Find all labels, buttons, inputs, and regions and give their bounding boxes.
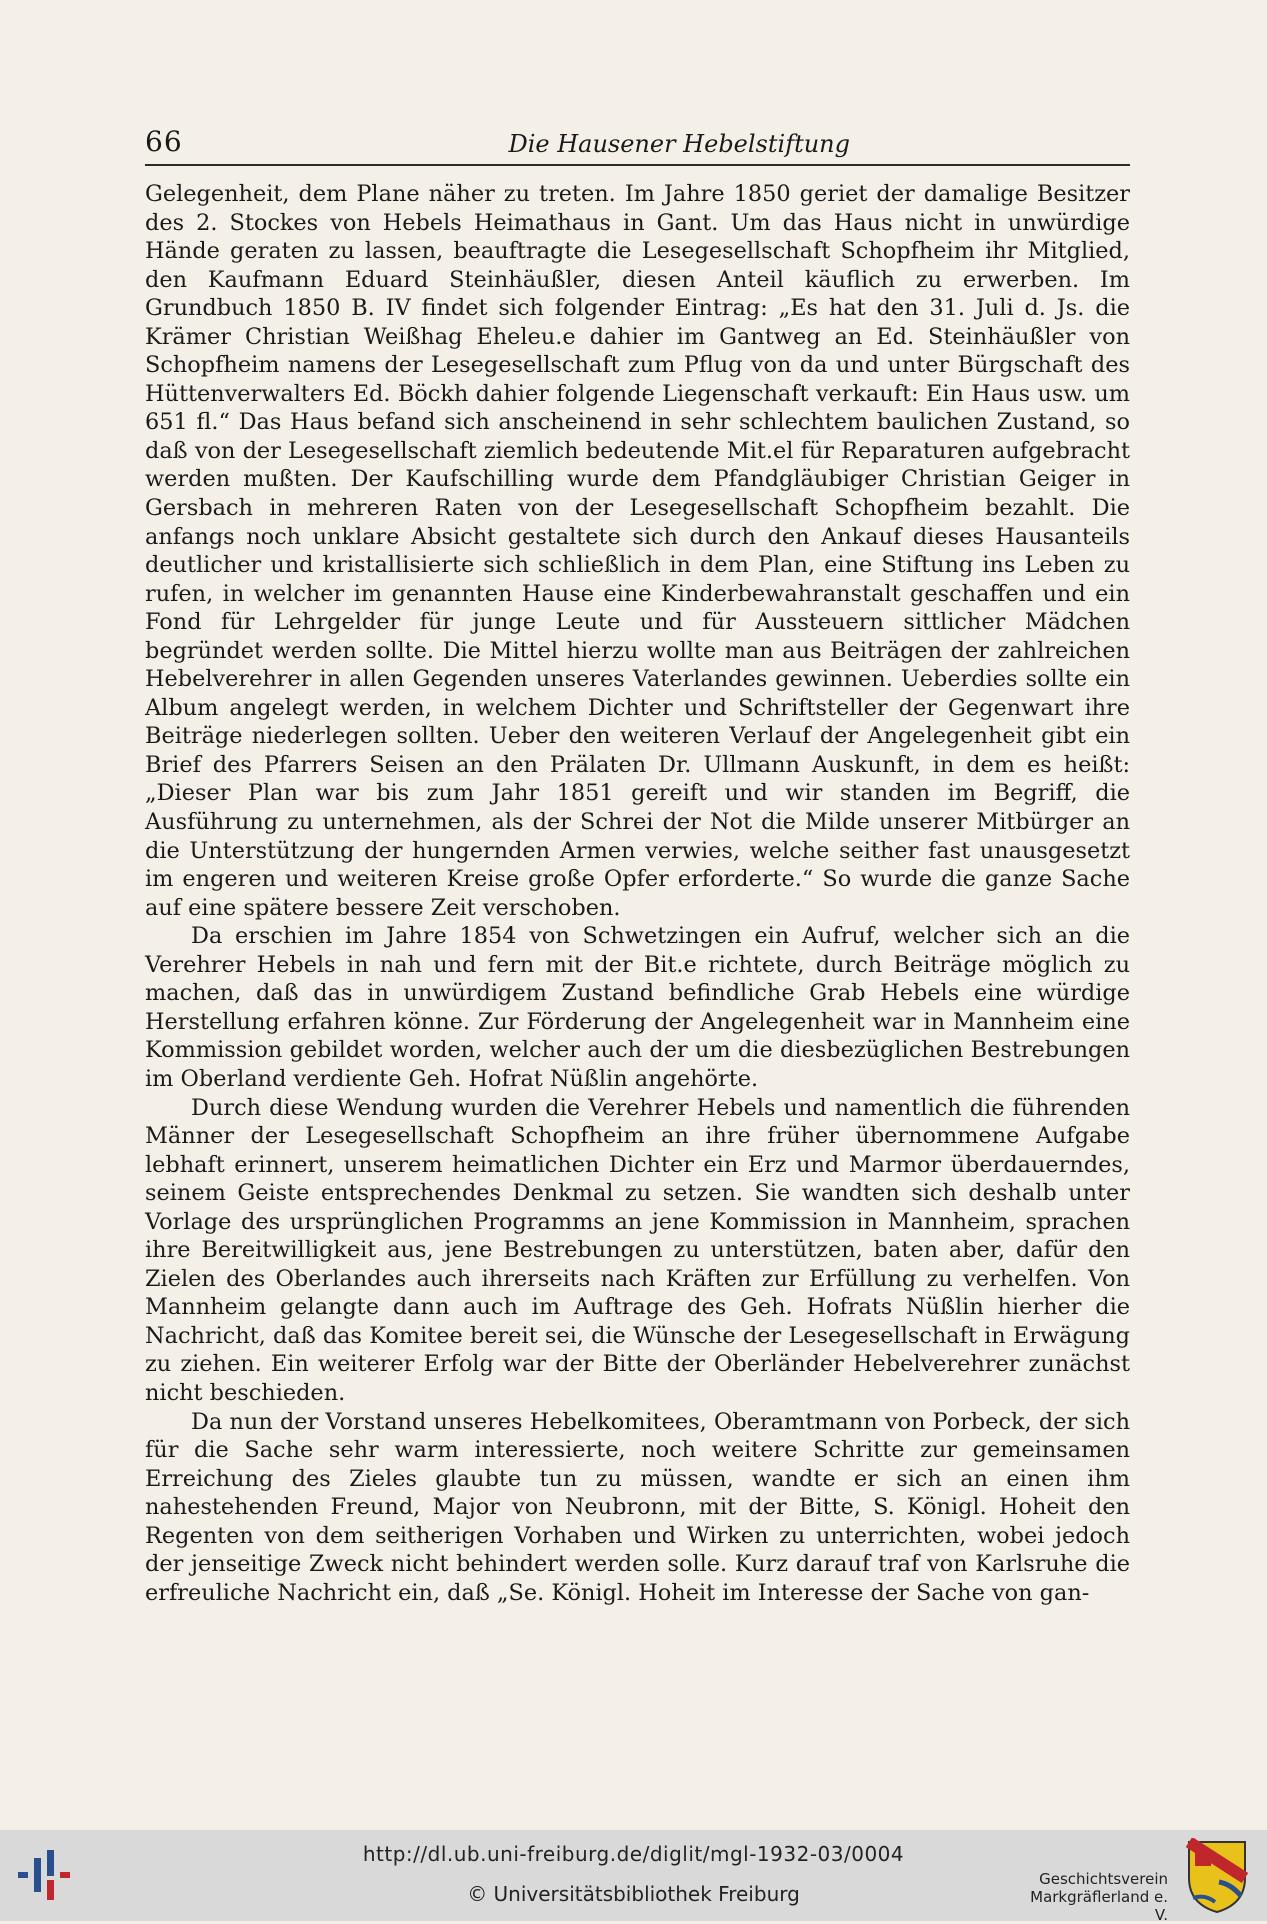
viewer-footer: [0, 1830, 1267, 1924]
page-number: 66: [145, 125, 183, 158]
paragraph: Gelegenheit, dem Plane näher zu treten. Im Jahre 1850 geriet der damalige Besitzer des 2. Stockes von Hebels Heimathaus in Gant. Um das Haus nicht in unwürdige Hände geraten zu lassen, beauftragte die Lesegesellschaft Schopfheim ihr Mitglied, den Kaufmann Eduard Steinhäußler, diesen Anteil käuflich zu erwerben. Im Grundbuch 1850 B. IV findet sich folgender Eintrag: „Es hat den 31. Juli d. Js. die Krämer Christian Weißhag Eheleu.e dahier im Gantweg an Ed. Steinhäußler von Schopfheim namens der Lesegesellschaft zum Pflug von da und unter Bürgschaft des Hüttenverwalters Ed. Böckh dahier folgende Liegenschaft verkauft: Ein Haus usw. um 651 fl.“ Das Haus befand sich anscheinend in sehr schlechtem baulichen Zustand, so daß von der Lesegesellschaft ziemlich bedeutende Mit.el für Reparaturen aufgebracht werden mußten. Der Kaufschilling wurde dem Pfandgläubiger Christian Geiger in Gersbach in mehreren Raten von der Lesegesellschaft Schopfheim bezahlt. Die anfangs noch unklare Absicht gestaltete sich durch den Ankauf dieses Hausanteils deutlicher und kristallisierte sich schließlich in dem Plan, eine Stiftung ins Leben zu rufen, in welcher im genannten Hause eine Kinderbewahranstalt geschaffen und ein Fond für Lehrgelder für junge Leute und für Aussteuern sittlicher Mädchen begründet werden sollte. Die Mittel hierzu wollte man aus Beiträgen der zahlreichen Hebelverehrer in allen Gegenden unseres Vaterlandes gewinnen. Ueberdies sollte ein Album angelegt werden, in welchem Dichter und Schriftsteller der Gegenwart ihre Beiträge niederlegen sollten. Ueber den weiteren Verlauf der Angelegenheit gibt ein Brief des Pfarrers Seisen an den Prälaten Dr. Ullmann Auskunft, in dem es heißt: „Dieser Plan war bis zum Jahr 1851 gereift und wir standen im Begriff, die Ausführung zu unternehmen, als der Schrei der Not die Milde unserer Mitbürger an die Unterstützung der hungernden Armen verwies, welche seither fast unausgesetzt im engeren und weiteren Kreise große Opfer erforderte.“ So wurde die ganze Sache auf eine spätere bessere Zeit verschoben.: [145, 181, 1130, 921]
running-title: Die Hausener Hebelstiftung: [508, 130, 850, 158]
page-header: [145, 118, 1130, 166]
society-name: [1018, 1870, 1168, 1924]
permalink-url[interactable]: http://dl.ub.uni-freiburg.de/diglit/mgl-1932-03/0004: [362, 1842, 905, 1866]
society-name-line: Markgräflerland e. V.: [1030, 1888, 1168, 1924]
paragraph: Durch diese Wendung wurden die Verehrer Hebels und namentlich die führenden Männer der Lesegesellschaft Schopfheim an ihre früher übernommene Aufgabe lebhaft erinnert, unserem heimatlichen Dichter ein Erz und Marmor überdauerndes, seinem Geiste entsprechendes Denkmal zu setzen. Sie wandten sich deshalb unter Vorlage des ursprünglichen Programms an jene Kommission in Mannheim, sprachen ihre Bereitwilligkeit aus, jene Bestrebungen zu unterstützen, baten aber, dafür den Zielen des Oberlandes auch ihrerseits nach Kräften zur Erfüllung zu verhelfen. Von Mannheim gelangte dann auch im Auftrage des Geh. Hofrats Nüßlin hierher die Nachricht, daß das Komitee bereit sei, die Wünsche der Lesegesellschaft in Erwägung zu ziehen. Ein weiterer Erfolg war der Bitte der Oberländer Hebelverehrer zunächst nicht beschieden.: [145, 1094, 1130, 1406]
paragraph: Da erschien im Jahre 1854 von Schwetzingen ein Aufruf, welcher sich an die Verehrer Hebels in nah und fern mit der Bit.e richtete, durch Beiträge möglich zu machen, daß das in unwürdigem Zustand befindliche Grab Hebels eine würdige Herstellung erfahren könne. Zur Förderung der Angelegenheit war in Mannheim eine Kommission gebildet worden, welcher auch der um die diesbezüglichen Bestrebungen im Oberland verdiente Geh. Hofrat Nüßlin angehörte.: [145, 923, 1130, 1092]
paragraph: Da nun der Vorstand unseres Hebelkomitees, Oberamtmann von Porbeck, der sich für die Sache sehr warm interessierte, noch weitere Schritte zur gemeinsamen Erreichung des Zieles glaubte tun zu müssen, wandte er sich an einen ihm nahestehenden Freund, Major von Neubronn, mit der Bitte, S. Königl. Hoheit den Regenten von dem seitherigen Vorhaben und Wirken zu unterrichten, wobei jedoch der jenseitige Zweck nicht behindert werden solle. Kurz darauf traf von Karlsruhe die erfreuliche Nachricht ein, daß „Se. Königl. Hoheit im Interesse der Sache von gan-: [145, 1408, 1130, 1606]
body-text: [145, 180, 1130, 1607]
copyright-notice: © Universitätsbibliothek Freiburg: [467, 1882, 800, 1906]
society-crest-icon[interactable]: [1185, 1838, 1249, 1914]
society-name-line: Geschichtsverein: [1039, 1870, 1168, 1888]
